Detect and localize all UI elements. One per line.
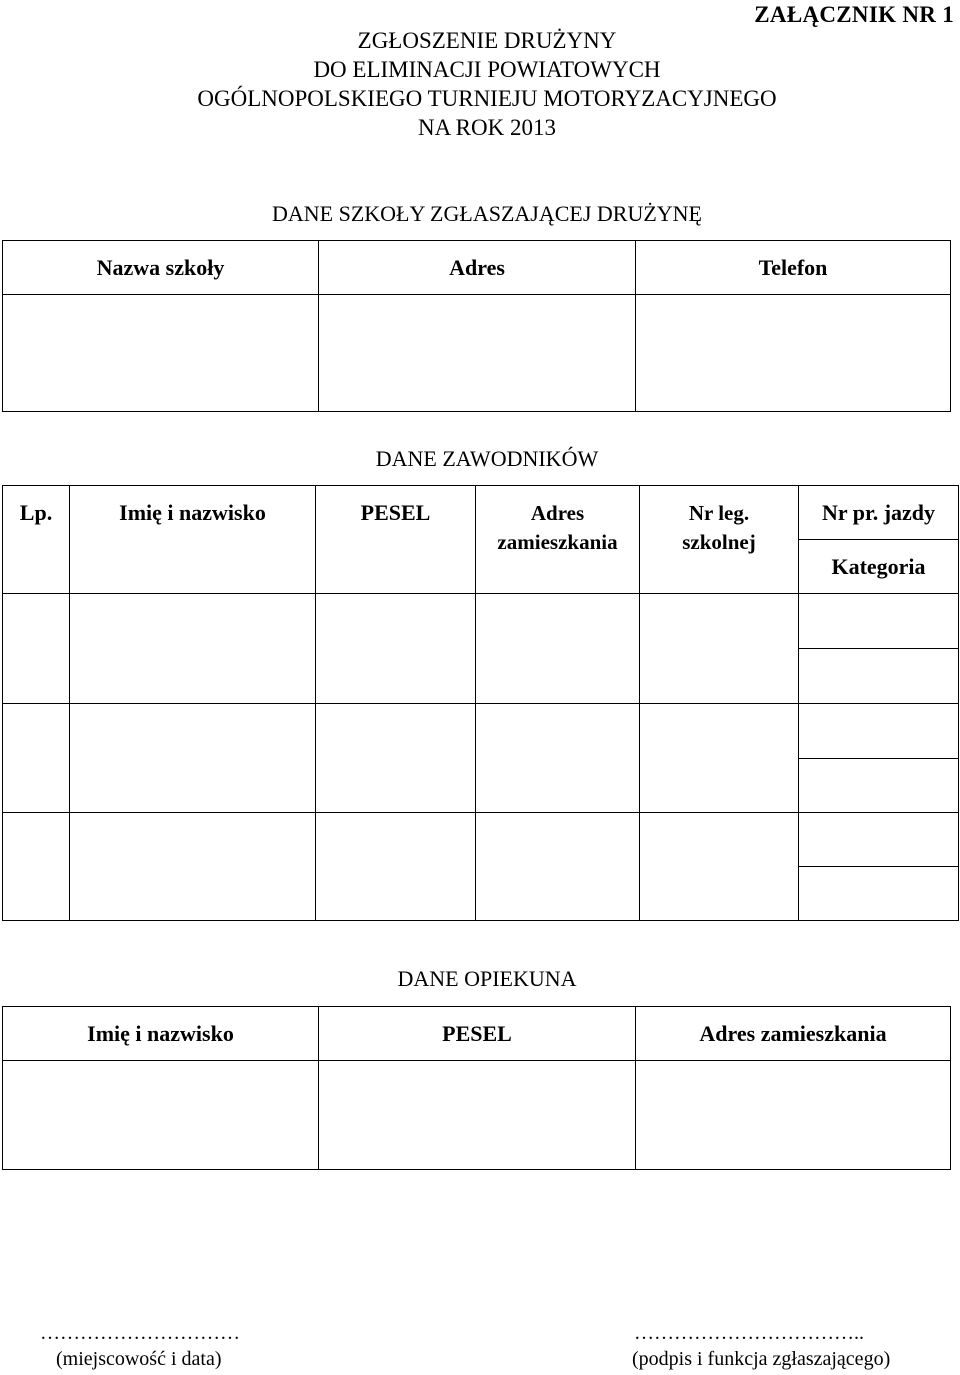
player-2-address[interactable] (476, 704, 640, 813)
player-1-name[interactable] (70, 594, 316, 704)
players-col-lp: Lp. (3, 486, 70, 594)
player-1-license[interactable] (799, 594, 959, 649)
school-name-field[interactable] (3, 295, 319, 412)
player-2-legitimation[interactable] (640, 704, 799, 813)
players-section-heading: DANE ZAWODNIKÓW (375, 446, 599, 471)
player-2-pesel[interactable] (316, 704, 476, 813)
attachment-number: ZAŁĄCZNIK NR 1 (754, 2, 954, 27)
school-col-phone: Telefon (636, 241, 951, 295)
players-col-address-line-1: Adres (530, 501, 585, 525)
player-3-pesel[interactable] (316, 813, 476, 921)
players-col-license: Nr pr. jazdy (799, 486, 959, 540)
players-col-category: Kategoria (799, 540, 959, 594)
school-col-name: Nazwa szkoły (3, 241, 319, 295)
guardian-address-field[interactable] (636, 1061, 951, 1170)
players-col-legitimation (640, 486, 799, 594)
title-line-1: ZGŁOSZENIE DRUŻYNY (357, 28, 617, 53)
player-2-name[interactable] (70, 704, 316, 813)
guardian-table (2, 1006, 951, 1170)
player-3-category[interactable] (799, 867, 959, 921)
player-2-lp[interactable] (3, 704, 70, 813)
player-2-category[interactable] (799, 759, 959, 813)
players-col-address (476, 486, 640, 594)
guardian-col-pesel: PESEL (319, 1007, 636, 1061)
school-table (2, 240, 951, 412)
guardian-section-heading: DANE OPIEKUNA (397, 966, 577, 991)
player-3-address[interactable] (476, 813, 640, 921)
title-line-2: DO ELIMINACJI POWIATOWYCH (313, 57, 661, 82)
place-date-dots: ………………………… (40, 1322, 240, 1344)
player-3-lp[interactable] (3, 813, 70, 921)
document-title (0, 26, 960, 142)
school-phone-field[interactable] (636, 295, 951, 412)
school-address-field[interactable] (319, 295, 636, 412)
title-line-4: NA ROK 2013 (417, 115, 556, 140)
players-table (2, 485, 959, 921)
player-1-pesel[interactable] (316, 594, 476, 704)
player-2-license[interactable] (799, 704, 959, 759)
signature-label: (podpis i funkcja zgłaszającego) (632, 1348, 891, 1370)
guardian-pesel-field[interactable] (319, 1061, 636, 1170)
title-line-3: OGÓLNOPOLSKIEGO TURNIEJU MOTORYZACYJNEGO (197, 86, 777, 111)
players-col-pesel: PESEL (316, 486, 476, 594)
school-col-address: Adres (319, 241, 636, 295)
players-col-leg-line-2: szkolnej (682, 530, 756, 554)
players-col-name: Imię i nazwisko (70, 486, 316, 594)
player-1-address[interactable] (476, 594, 640, 704)
player-3-legitimation[interactable] (640, 813, 799, 921)
school-section-heading: DANE SZKOŁY ZGŁASZAJĄCEJ DRUŻYNĘ (272, 201, 702, 226)
guardian-col-address: Adres zamieszkania (636, 1007, 951, 1061)
players-col-address-line-2: zamieszkania (497, 530, 618, 554)
place-date-label: (miejscowość i data) (56, 1348, 222, 1370)
player-1-legitimation[interactable] (640, 594, 799, 704)
player-3-name[interactable] (70, 813, 316, 921)
players-col-leg-line-1: Nr leg. (688, 501, 750, 525)
player-3-license[interactable] (799, 813, 959, 867)
player-1-category[interactable] (799, 649, 959, 704)
signature-dots: …………………………….. (634, 1322, 864, 1344)
guardian-name-field[interactable] (3, 1061, 319, 1170)
player-1-lp[interactable] (3, 594, 70, 704)
guardian-col-name: Imię i nazwisko (3, 1007, 319, 1061)
